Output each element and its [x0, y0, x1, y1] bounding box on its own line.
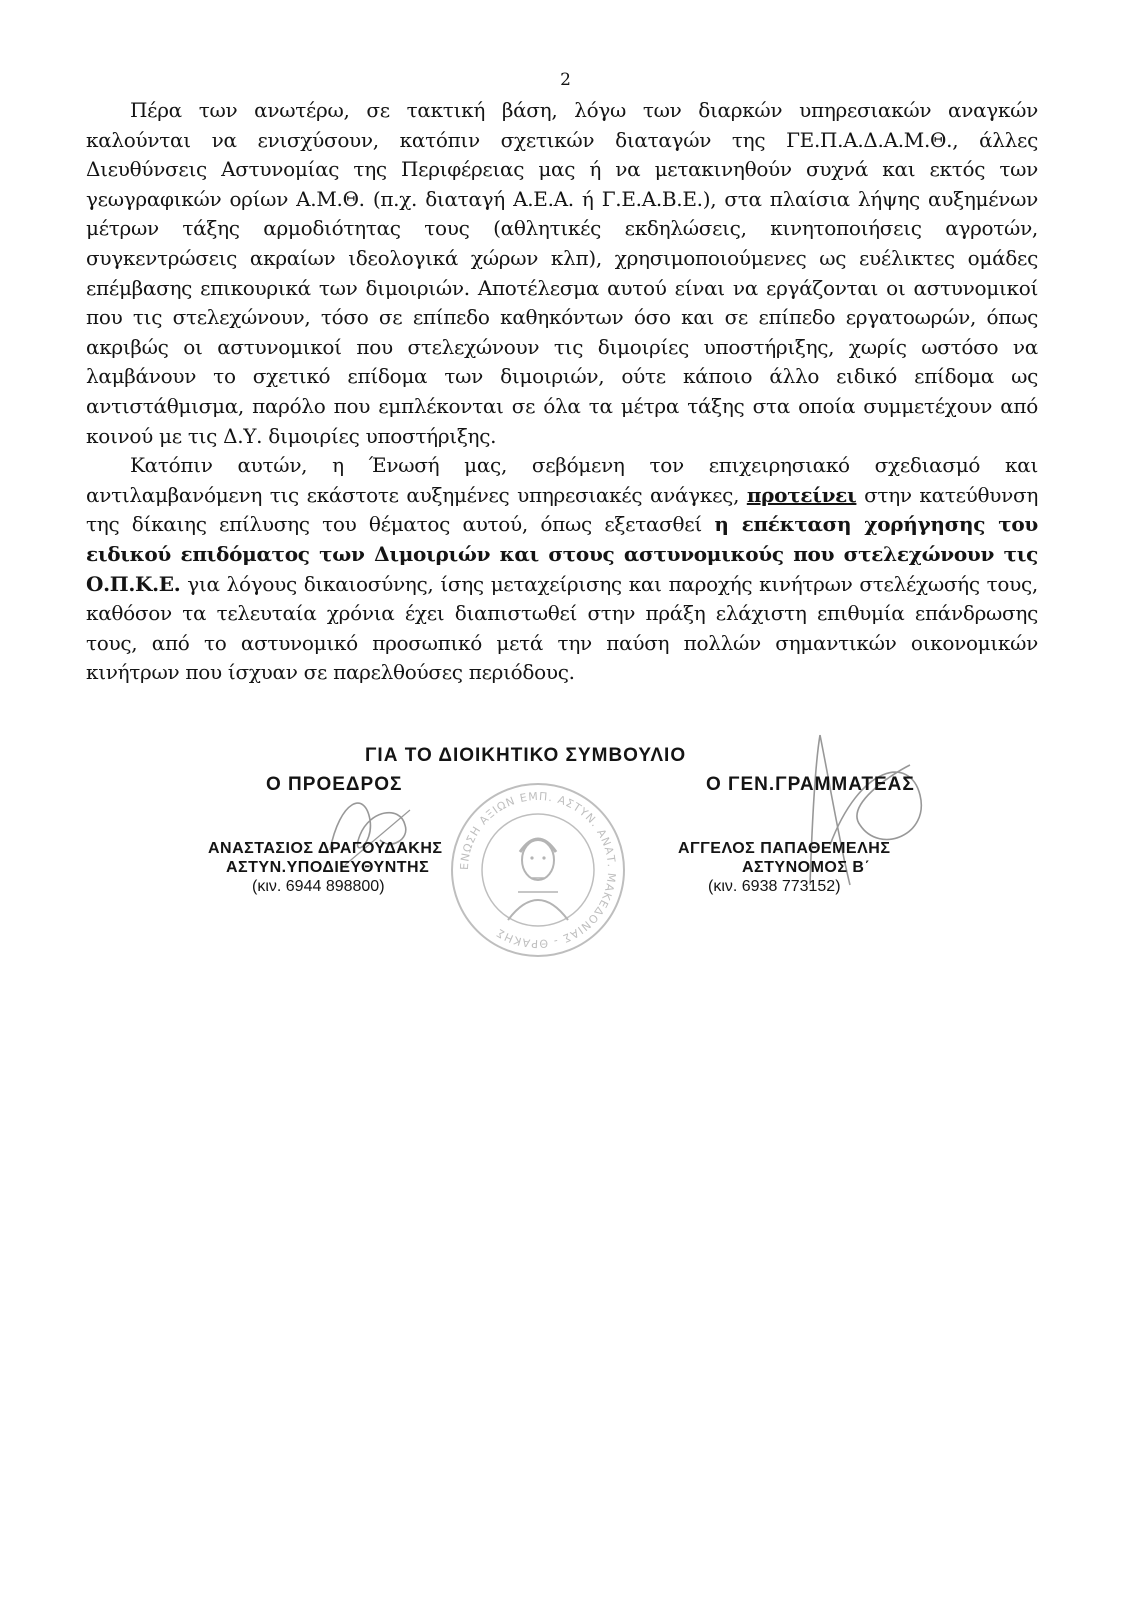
letter-body: [86, 96, 1038, 688]
secretary-name: ΑΓΓΕΛΟΣ ΠΑΠΑΘΕΜΕΛΗΣ: [678, 840, 891, 857]
president-phone: (κιν. 6944 898800): [252, 878, 385, 895]
paragraph-1: Πέρα των ανωτέρω, σε τακτική βάση, λόγω των διαρκών υπηρεσιακών αναγκών καλούνται να ενισχύσουν, κατόπιν σχετικών διαταγών της ΓΕ.Π.Α.Δ.Α.Μ.Θ., άλλες Διευθύνσεις Αστυνομίας της Περιφέρειας μας ή να μετακινηθούν συχνά και εκτός των γεωγραφικών ορίων Α.Μ.Θ. (π.χ. διαταγή Α.Ε.Α. ή Γ.Ε.Α.Β.Ε.), στα πλαίσια λήψης αυξημένων μέτρων τάξης αρμοδιότητας τους (αθλητικές εκδηλώσεις, κινητοποιήσεις αγροτών, συγκεντρώσεις ακραίων ιδεολογικά χώρων κλπ), χρησιμοποιούμενες ως ευέλικτες ομάδες επέμβασης επικουρικά των διμοιριών. Αποτέλεσμα αυτού είναι να εργάζονται οι αστυνομικοί που τις στελεχώνουν, τόσο σε επίπεδο καθηκόντων όσο και σε επίπεδο εργατοωρών, όπως ακριβώς οι αστυνομικοί που στελεχώνουν τις διμοιρίες υποστήριξης, χωρίς ωστόσο να λαμβάνουν το σχετικό επίδομα των διμοιριών, ούτε κάποιο άλλο ειδικό επίδομα ως αντιστάθμισμα, παρόλο που εμπλέκονται σε όλα τα μέτρα τάξης στα οποία συμμετέχουν από κοινού με τις Δ.Υ. διμοιρίες υποστήριξης.: [86, 98, 1038, 448]
secretary-phone: (κιν. 6938 773152): [708, 878, 841, 895]
paragraph-2-intro: Κατόπιν αυτών, η Ένωσή μας, σεβόμενη τον επιχειρησιακό σχεδιασμό και αντιλαμβανόμενη τις εκάστοτε αυξημένες υπηρεσιακές ανάγκες,: [86, 453, 1038, 507]
signature-block: [200, 740, 960, 950]
page-number: 2: [560, 70, 571, 90]
proposal-text: η επέκταση χορήγησης του ειδικού επιδόματος των Διμοιριών και στους αστυνομικούς που στελεχώνουν τις Ο.Π.Κ.Ε.: [86, 512, 1039, 596]
president-name: ΑΝΑΣΤΑΣΙΟΣ ΔΡΑΓΟΥΔΑΚΗΣ: [208, 840, 443, 857]
paragraph-2-middle: στην κατεύθυνση της δίκαιης επίλυσης του θέματος αυτού, όπως εξετασθεί: [86, 482, 1039, 537]
paragraph-2: [86, 451, 1038, 688]
official-stamp: [448, 780, 628, 960]
proposal-keyword: προτείνει: [746, 482, 857, 507]
president-title: Ο ΠΡΟΕΔΡΟΣ: [266, 774, 403, 795]
secretary-title: Ο ΓΕΝ.ΓΡΑΜΜΑΤΕΑΣ: [706, 774, 915, 795]
secretary-rank: ΑΣΤΥΝΟΜΟΣ Β΄: [742, 859, 871, 876]
board-heading: ΓΙΑ ΤΟ ΔΙΟΙΚΗΤΙΚΟ ΣΥΜΒΟΥΛΙΟ: [365, 745, 687, 766]
stamp-ring-text: ΕΝΩΣΗ ΑΞΙΩΝ ΕΜΠ. ΑΣΤΥΝ. ΑΝΑΤ. ΜΑΚΕΔΟΝΙΑΣ - ΘΡΑΚΗΣ: [457, 789, 619, 951]
paragraph-2-end: για λόγους δικαιοσύνης, ίσης μεταχείρισης και παροχής κινήτρων στελέχωσής τους, καθόσον τα τελευταία χρόνια έχει διαπιστωθεί στην πράξη ελάχιστη επιθυμία επάνδρωσης τους, από το αστυνομικό προσωπικό μετά την παύση πολλών σημαντικών οικονομικών κινήτρων που ίσχυαν σε παρελθούσες περιόδους.: [86, 571, 1038, 685]
president-rank: ΑΣΤΥΝ.ΥΠΟΔΙΕΥΘΥΝΤΗΣ: [226, 859, 430, 876]
